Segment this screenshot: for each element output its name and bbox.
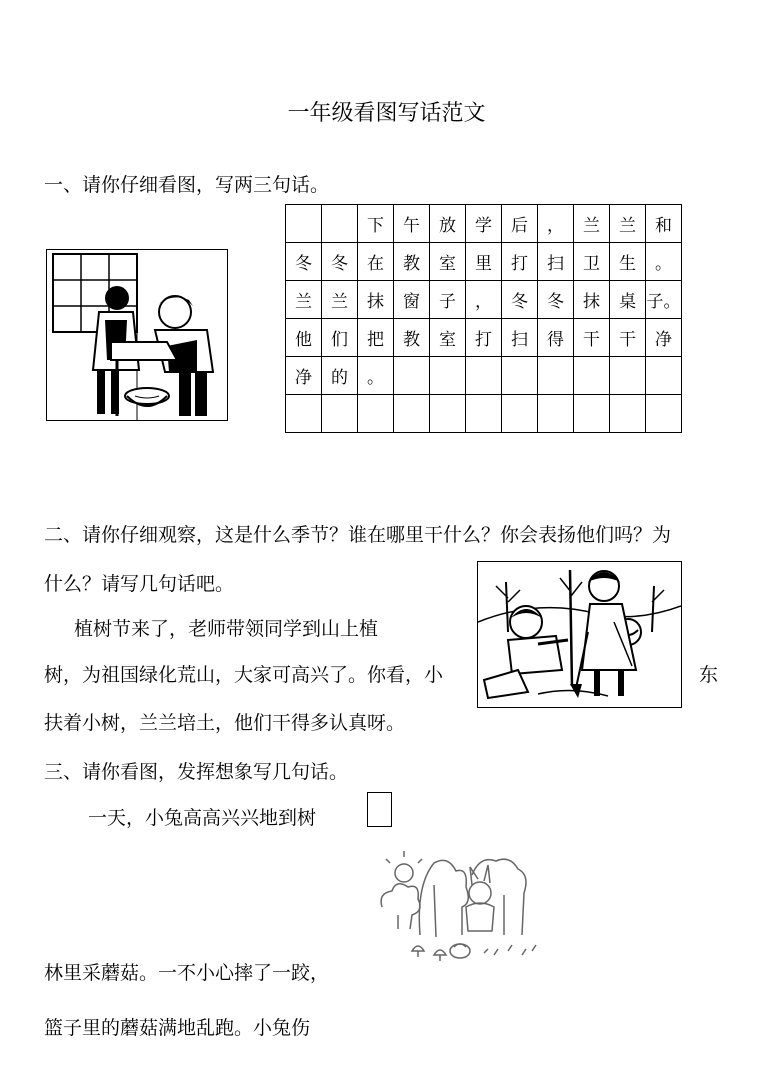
grid-cell: 在 <box>358 243 394 281</box>
grid-cell: 冬 <box>502 281 538 319</box>
grid-cell: 打 <box>466 319 502 357</box>
grid-cell: 抹 <box>574 281 610 319</box>
grid-cell: 后 <box>502 205 538 243</box>
grid-row <box>286 395 682 433</box>
grid-cell <box>502 395 538 433</box>
grid-cell: 扫 <box>538 243 574 281</box>
grid-cell: 兰 <box>574 205 610 243</box>
grid-cell: 子 <box>430 281 466 319</box>
grid-cell <box>286 395 322 433</box>
grid-cell: 干 <box>610 319 646 357</box>
writing-grid <box>285 204 682 433</box>
grid-cell <box>358 395 394 433</box>
grid-row <box>286 357 682 395</box>
grid-cell <box>646 395 682 433</box>
tree-planting-illustration <box>477 561 682 708</box>
section2-prompt-line1: 二、请你仔细观察，这是什么季节？谁在哪里干什么？你会表扬他们吗？为 <box>44 524 672 546</box>
grid-cell: 兰 <box>322 281 358 319</box>
rabbit-mushrooms-illustration <box>376 845 546 975</box>
grid-cell <box>286 205 322 243</box>
section2-text-line3: 扶着小树，兰兰培土，他们干得多认真呀。 <box>44 712 406 734</box>
section3-text-line1: 一天，小兔高高兴兴地到树 <box>88 807 317 829</box>
grid-cell: 教 <box>394 319 430 357</box>
grid-cell: 兰 <box>610 205 646 243</box>
grid-cell: 兰 <box>286 281 322 319</box>
grid-cell: 放 <box>430 205 466 243</box>
grid-cell <box>538 357 574 395</box>
grid-cell <box>574 357 610 395</box>
grid-cell: 冬 <box>286 243 322 281</box>
grid-cell: 的 <box>322 357 358 395</box>
grid-cell <box>646 357 682 395</box>
grid-cell: 桌 <box>610 281 646 319</box>
section2-text-line2-end: 东 <box>699 664 719 686</box>
grid-cell: 和 <box>646 205 682 243</box>
grid-cell: 干 <box>574 319 610 357</box>
grid-cell <box>610 395 646 433</box>
grid-cell <box>322 205 358 243</box>
grid-cell: 冬 <box>538 281 574 319</box>
grid-cell: 窗 <box>394 281 430 319</box>
grid-cell <box>430 357 466 395</box>
grid-cell: 冬 <box>322 243 358 281</box>
section2-text-line1: 植树节来了，老师带领同学到山上植 <box>74 618 379 640</box>
grid-cell <box>394 357 430 395</box>
grid-cell: 生 <box>610 243 646 281</box>
grid-cell: 里 <box>466 243 502 281</box>
section2-text-line2: 树，为祖国绿化荒山，大家可高兴了。你看，小 <box>44 664 444 686</box>
grid-cell <box>430 395 466 433</box>
grid-cell: 室 <box>430 319 466 357</box>
grid-row <box>286 319 682 357</box>
grid-row <box>286 281 682 319</box>
grid-row <box>286 243 682 281</box>
grid-cell: 扫 <box>502 319 538 357</box>
grid-cell: 卫 <box>574 243 610 281</box>
grid-cell: 子。 <box>646 281 682 319</box>
section3-text-line2: 林里采蘑菇。一不小心摔了一跤， <box>44 962 330 984</box>
grid-cell: ， <box>466 281 502 319</box>
grid-cell: 。 <box>646 243 682 281</box>
section1-prompt: 一、请你仔细看图，写两三句话。 <box>44 174 330 196</box>
grid-cell: 教 <box>394 243 430 281</box>
grid-cell: 们 <box>322 319 358 357</box>
grid-cell: 打 <box>502 243 538 281</box>
grid-cell: 下 <box>358 205 394 243</box>
grid-cell <box>466 357 502 395</box>
section3-text-line3: 篮子里的蘑菇满地乱跑。小兔伤 <box>44 1017 311 1039</box>
grid-row <box>286 205 682 243</box>
grid-cell: 抹 <box>358 281 394 319</box>
classroom-cleaning-illustration <box>46 249 228 421</box>
grid-cell: 得 <box>538 319 574 357</box>
writing-box <box>367 792 392 827</box>
section3-prompt: 三、请你看图，发挥想象写几句话。 <box>44 761 349 783</box>
grid-cell <box>322 395 358 433</box>
grid-cell: 净 <box>646 319 682 357</box>
grid-cell <box>466 395 502 433</box>
grid-cell: ， <box>538 205 574 243</box>
section2-prompt-line2: 什么？请写几句话吧。 <box>44 573 235 595</box>
grid-cell: 把 <box>358 319 394 357</box>
grid-cell <box>502 357 538 395</box>
grid-cell: 学 <box>466 205 502 243</box>
grid-cell: 室 <box>430 243 466 281</box>
page-title: 一年级看图写话范文 <box>287 101 486 126</box>
grid-cell: 。 <box>358 357 394 395</box>
grid-cell <box>538 395 574 433</box>
grid-cell: 净 <box>286 357 322 395</box>
grid-cell: 午 <box>394 205 430 243</box>
grid-cell <box>574 395 610 433</box>
grid-cell: 他 <box>286 319 322 357</box>
grid-cell <box>610 357 646 395</box>
grid-cell <box>394 395 430 433</box>
